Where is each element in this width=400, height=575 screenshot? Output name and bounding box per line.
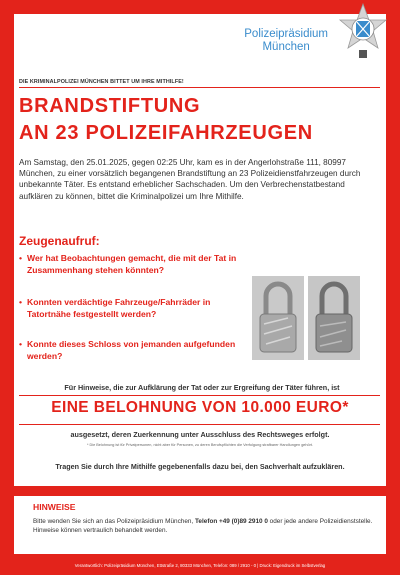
org-name [244,2,328,54]
notes-box [14,496,386,554]
appeal-title: Zeugenaufruf: [19,234,100,248]
police-star-icon [336,2,390,68]
closing-line: Tragen Sie durch Ihre Mithilfe gegebenenfalls dazu bei, den Sachverhalt aufzuklären. [55,462,345,471]
padlock-photo-front [252,276,304,360]
police-logo [244,2,390,68]
appeal-item: • Wer hat Beobachtungen gemacht, die mit der Tat in Zusammenhang stehen könnten? [19,252,247,276]
notes-text-before: Bitte wenden Sie sich an das Polizeipräsidium München, [33,518,195,525]
footnote: * Die Belohnung ist für Privatpersonen, nicht aber für Personen, zu deren Berufspflichten die Verfolgung strafbarer Handlungen gehört. [86,443,314,447]
padlock-icon [308,276,360,360]
headline-line1: BRANDSTIFTUNG [19,95,201,117]
divider [19,424,380,425]
appeal-list [19,252,247,382]
hint-line: Für Hinweise, die zur Aufklärung der Tat oder zur Ergreifung der Täter führen, ist [64,383,340,392]
padlock-icon [252,276,304,360]
intro-text: Am Samstag, den 25.01.2025, gegen 02:25 Uhr, kam es in der Angerlohstraße 111, 80997 München, zu einer vorsätzlich begangenen Brandstiftung an 23 Polizeidienstfahrzeugen durch unbekannte Täter. Es entstand erheblicher Sachschaden. Um den Verbrechenstatbestand aufklären zu können, bittet die Kriminalpolizei um Ihre Mithilfe. [19,158,361,201]
divider [19,87,380,88]
notes-text [33,517,373,536]
padlock-photo-back [308,276,360,360]
headline [19,93,313,147]
appeal-item: • Konnten verdächtige Fahrzeuge/Fahrräder in Tatortnähe festgestellt werden? [19,296,247,320]
notes-text-after: oder jede andere Polizeidienststelle. Hinweise können vertraulich behandelt werden. [33,518,373,535]
award-line: ausgesetzt, deren Zuerkennung unter Ausschluss des Rechtsweges erfolgt. [70,430,330,439]
notes-title: HINWEISE [33,502,76,512]
phone-number[interactable]: Telefon +49 (0)89 2910 0 [195,518,268,525]
org-name-line2: München [262,41,310,53]
reward-text: EINE BELOHNUNG VON 10.000 EURO* [51,399,349,416]
headline-line2: AN 23 POLIZEIFAHRZEUGEN [19,122,313,144]
org-name-line1: Polizeipräsidium [244,28,328,40]
divider [19,395,380,396]
kicker: DIE KRIMINALPOLIZEI MÜNCHEN BITTET UM IHRE MITHILFE! [19,79,184,85]
imprint: Verantwortlich: Polizeipräsidium München, Ettstraße 2, 80333 München, Telefon: 089 / 2910 - 0 | Druck: Eigendruck im Selbstverlag [74,563,326,568]
appeal-item: • Konnte dieses Schloss von jemanden aufgefunden werden? [19,338,247,362]
